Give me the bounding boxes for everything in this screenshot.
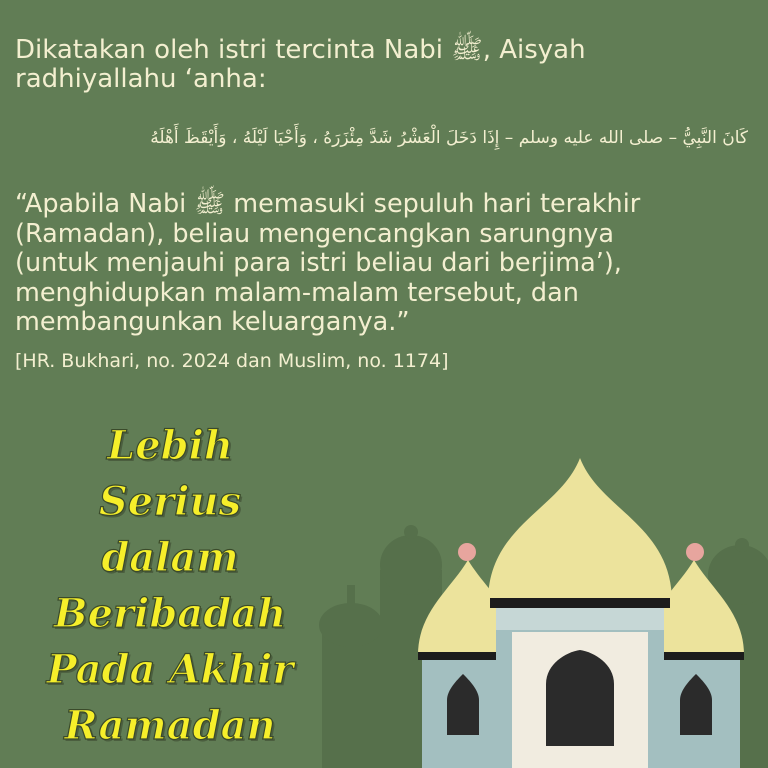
headline-line: Ramadan [64, 702, 276, 749]
headline-line: Serius [98, 478, 242, 525]
left-wing [418, 652, 500, 768]
mosque-door [546, 650, 614, 746]
intro-line-2: radhiyallahu ‘anha: [15, 64, 267, 94]
headline-line: dalam [101, 534, 239, 581]
headline-line: Lebih [107, 422, 233, 469]
quote-line: “Apabila Nabi ﷺ memasuki sepuluh hari terakhir [15, 189, 641, 219]
main-dome [488, 458, 672, 608]
hadith-translation [15, 190, 760, 338]
quote-line: menghidupkan malam-malam tersebut, dan [15, 277, 579, 308]
arabic-hadith: كَانَ النَّبِيُّ – صلى الله عليه وسلم – إِذَا دَخَلَ الْعَشْرُ شَدَّ مِئْزَرَهُ ، وَأَحْيَا لَيْلَهُ ، وَأَيْقَظَ أَهْلَهُ [150, 128, 748, 148]
quote-line: (untuk menjauhi para istri beliau dari berjima’), [15, 248, 622, 278]
headline-line: Beribadah [53, 590, 287, 637]
headline-line: Pada Akhir [46, 646, 294, 693]
intro-line-1: Dikatakan oleh istri tercinta Nabi ﷺ, Aisyah [15, 35, 586, 65]
intro-text [15, 36, 755, 94]
central-building [496, 608, 664, 768]
quote-line: membangunkan keluarganya.” [15, 307, 410, 337]
headline [20, 418, 320, 754]
quote-line: (Ramadan), beliau mengencangkan sarungnya [15, 218, 614, 249]
mosque-illustration [300, 445, 768, 768]
right-wing [660, 652, 744, 768]
hadith-source: [HR. Bukhari, no. 2024 dan Muslim, no. 1174] [15, 350, 449, 372]
